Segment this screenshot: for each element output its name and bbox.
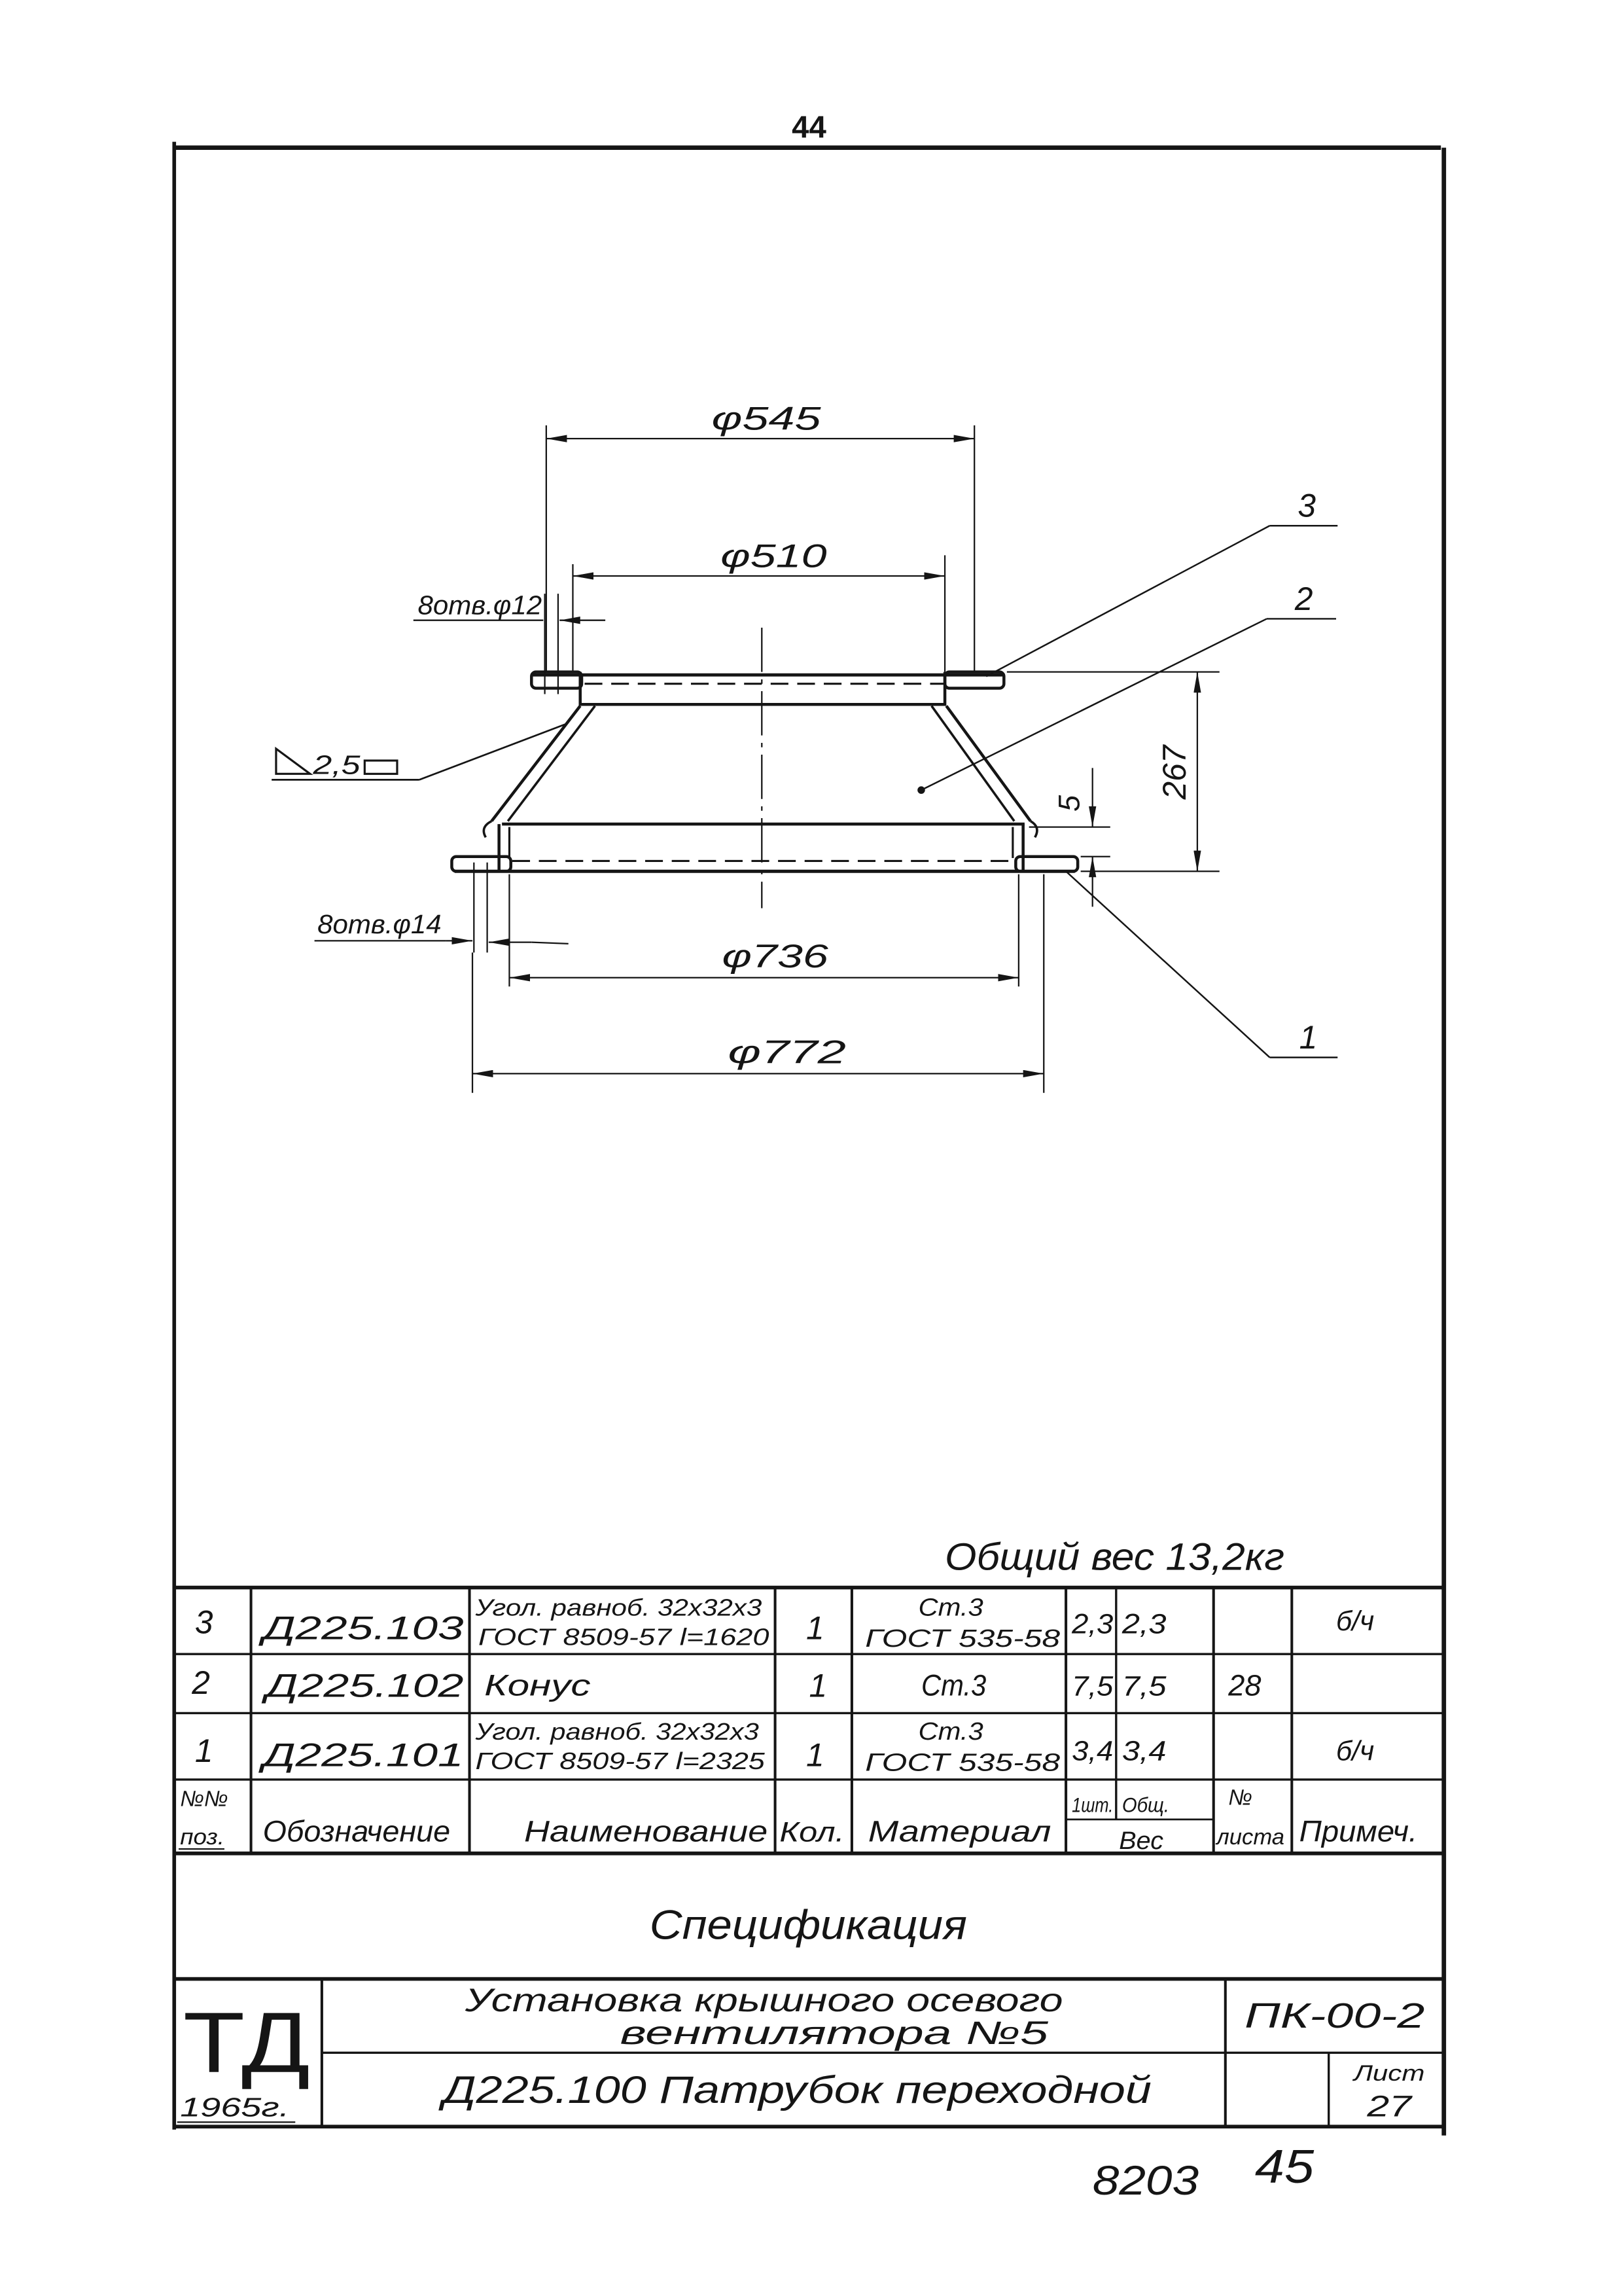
row-3-qty: 1 — [805, 1609, 824, 1647]
row-2-sheet: 28 — [1228, 1668, 1262, 1702]
row-1-material-line1: Ст.3 — [918, 1717, 983, 1746]
cone-left-flare — [484, 821, 491, 838]
row-3-material-line1: Ст.3 — [918, 1593, 983, 1622]
weld-rectangle-icon — [364, 761, 397, 774]
row-3-name-line1: Угол. равноб. 32х32х3 — [474, 1594, 762, 1621]
dimension-545-label: φ545 — [711, 400, 822, 437]
bottom-flange-right-section — [1015, 857, 1078, 872]
cone-left-outer — [491, 706, 580, 821]
header-note: Примеч. — [1299, 1814, 1418, 1848]
cone-right-flare — [1031, 821, 1037, 838]
footer-code: 8203 — [1092, 2157, 1199, 2204]
cone-right-outer — [946, 706, 1031, 821]
title-block-code: ПК-00-2 — [1244, 1996, 1425, 2036]
header-sheet-top: № — [1228, 1785, 1252, 1810]
row-2-pos: 2 — [192, 1664, 210, 1702]
weld-triangle-icon — [276, 749, 310, 774]
row-2-designation: Д225.102 — [261, 1667, 464, 1704]
title-block-project-line2: вентилятора №5 — [620, 2014, 1049, 2051]
title-block-project-line1: Установка крышного осевого — [464, 1982, 1063, 2019]
header-weight: Вес — [1119, 1826, 1164, 1855]
row-3-weight-unit: 2,3 — [1071, 1608, 1114, 1640]
dimension-736-label: φ736 — [722, 937, 829, 975]
table-row — [195, 1717, 1374, 1776]
cone-left-inner — [508, 706, 595, 821]
row-2-material: Ст.3 — [921, 1668, 987, 1702]
header-pos-bottom: поз. — [180, 1825, 224, 1850]
callout-1-label: 1 — [1299, 1019, 1318, 1056]
row-1-pos: 1 — [194, 1732, 213, 1769]
row-3-weight-total: 2,3 — [1121, 1608, 1167, 1640]
row-3-designation: Д225.103 — [258, 1609, 465, 1647]
callout-2-label: 2 — [1294, 580, 1313, 617]
row-1-name-line2: ГОСТ 8509-57 l=2325 — [475, 1748, 766, 1775]
row-2-name: Конус — [484, 1668, 591, 1702]
dimension-510-label: φ510 — [720, 537, 828, 575]
top-flange — [531, 672, 1004, 706]
row-1-designation: Д225.101 — [258, 1736, 464, 1774]
row-1-weight-unit: 3,4 — [1072, 1735, 1114, 1767]
row-2-weight-unit: 7,5 — [1072, 1670, 1114, 1702]
row-1-weight-total: 3,4 — [1121, 1735, 1167, 1767]
row-3-note: б/ч — [1336, 1605, 1375, 1638]
table-header — [180, 1785, 1417, 1855]
bottom-flange-left-section — [451, 857, 510, 872]
row-2-qty: 1 — [809, 1667, 828, 1704]
header-weight-unit: 1шт. — [1072, 1793, 1114, 1817]
cone — [484, 706, 1037, 838]
holes-bottom-tail — [531, 942, 568, 944]
callout-2-dot — [918, 787, 924, 793]
row-1-qty: 1 — [805, 1736, 824, 1774]
title-block-org-logo: ТД — [183, 1994, 310, 2090]
header-weight-total: Общ. — [1121, 1793, 1170, 1817]
footer-page-number: 45 — [1254, 2140, 1315, 2193]
header-designation: Обозначение — [262, 1814, 451, 1848]
row-3-name-line2: ГОСТ 8509-57 l=1620 — [478, 1623, 769, 1651]
total-weight: Общий вес 13,2кг — [945, 1535, 1285, 1579]
cone-right-inner — [932, 706, 1014, 821]
row-3-pos: 3 — [194, 1604, 213, 1641]
row-1-note: б/ч — [1336, 1735, 1375, 1767]
dimension-5-label: 5 — [1052, 795, 1086, 812]
callout-3-label: 3 — [1297, 487, 1316, 524]
header-sheet-bottom: листа — [1215, 1825, 1285, 1850]
title-block-drawing-title: Д225.100 Патрубок переходной — [438, 2069, 1152, 2112]
callout-2-leader — [921, 619, 1267, 790]
callout-1-leader — [1066, 871, 1269, 1057]
header-material: Материал — [868, 1814, 1051, 1848]
page-number-top: 44 — [792, 109, 826, 145]
specification-title: Спецификация — [649, 1902, 967, 1948]
dimension-5 — [1029, 768, 1110, 906]
title-block-year: 1965г. — [180, 2092, 290, 2123]
bottom-flange — [451, 824, 1078, 871]
header-name: Наименование — [524, 1814, 768, 1848]
dimension-772-label: φ772 — [728, 1033, 846, 1071]
dimension-267-label: 267 — [1156, 745, 1193, 800]
row-3-material-line2: ГОСТ 535-58 — [865, 1624, 1061, 1653]
header-pos-top: №№ — [180, 1786, 228, 1812]
table-row — [195, 1593, 1374, 1652]
table-row — [191, 1664, 1261, 1704]
holes-top-label: 8отв.φ12 — [417, 590, 542, 620]
title-block-sheet-number: 27 — [1366, 2089, 1413, 2123]
row-2-weight-total: 7,5 — [1121, 1670, 1167, 1702]
header-qty: Кол. — [779, 1816, 845, 1848]
holes-bottom-label: 8отв.φ14 — [317, 909, 442, 940]
weld-size-label: 2,5 — [312, 749, 361, 780]
row-1-material-line2: ГОСТ 535-58 — [865, 1748, 1061, 1777]
title-block-sheet-label: Лист — [1352, 2061, 1425, 2087]
row-1-name-line1: Угол. равноб. 32х32х3 — [474, 1718, 759, 1746]
callout-3-leader — [986, 526, 1269, 676]
